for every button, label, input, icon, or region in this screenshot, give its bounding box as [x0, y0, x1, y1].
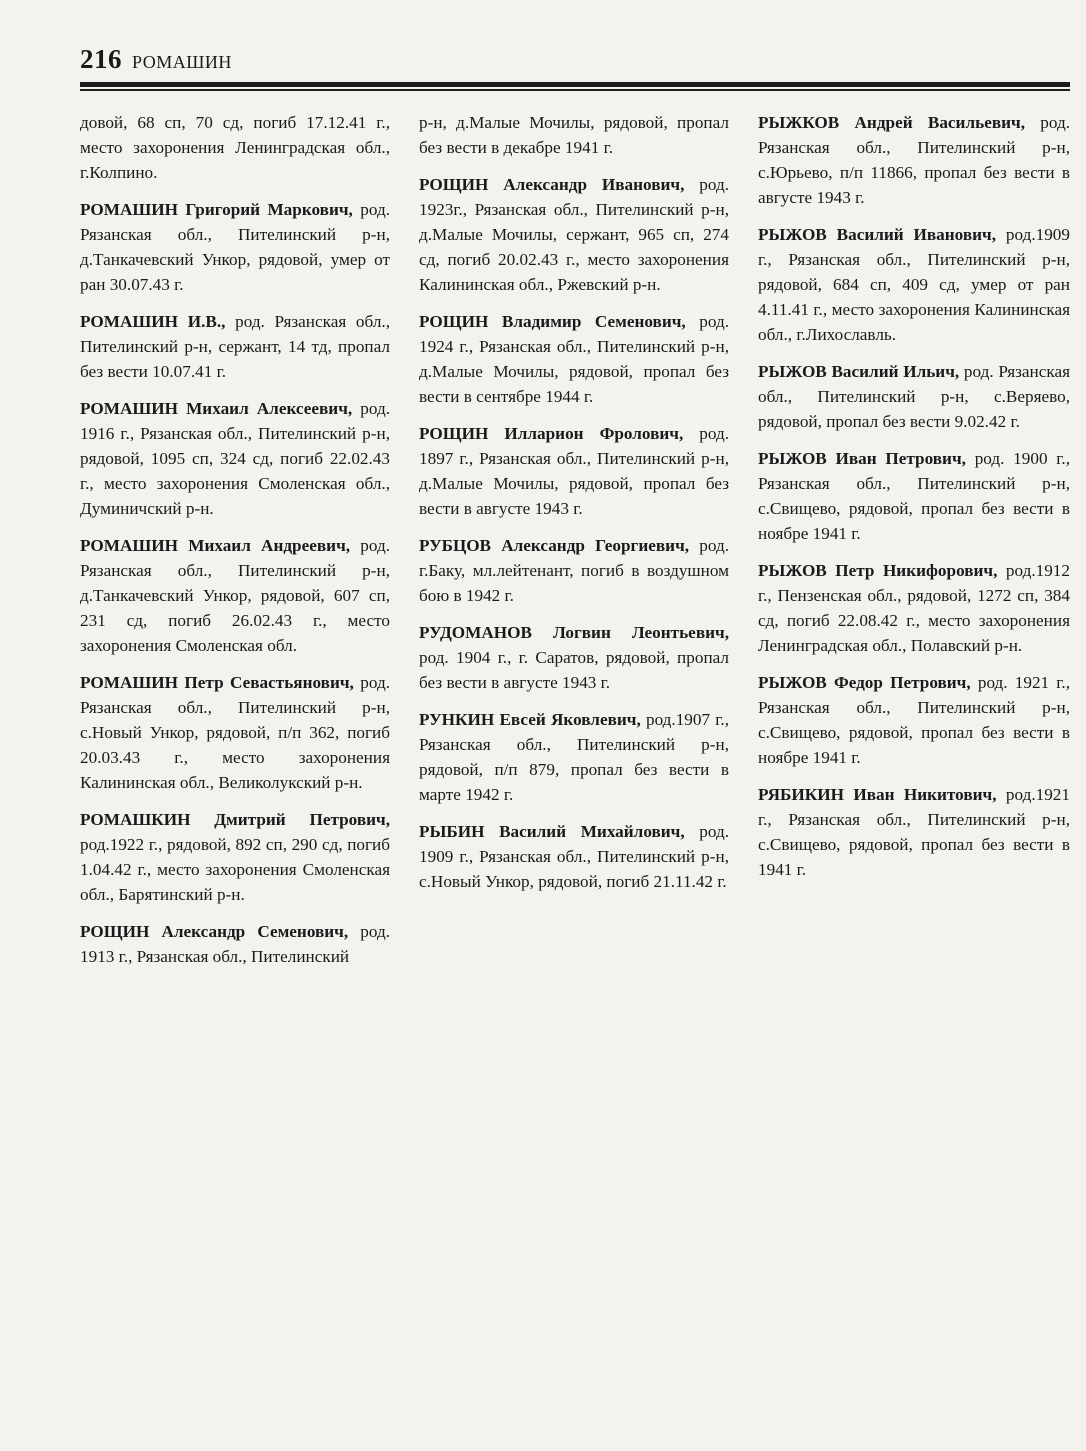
entries-columns: [80, 110, 1070, 981]
entry-text: род.1909 г., Рязанская обл., Пителинский р-н, рядовой, 684 сп, 409 сд, умер от ран 4.11.41 г., место захоронения Калининская обл., г.Лихославль.: [758, 225, 1070, 344]
entry-text: род. 1924 г., Рязанская обл., Пителинский р-н, д.Малые Мочилы, рядовой, пропал без вести в сентябре 1944 г.: [419, 312, 729, 406]
entry-text: род. г.Баку, мл.лейтенант, погиб в воздушном бою в 1942 г.: [419, 536, 730, 605]
entry-text: род. 1923г., Рязанская обл., Пителинский р-н, д.Малые Мочилы, сержант, 965 сп, 274 сд, погиб 20.02.43 г., место захоронения Калининская обл., Ржевский р-н.: [419, 175, 729, 294]
entry-name: РЫБИН Василий Михайлович,: [419, 822, 685, 841]
header-rule-thin: [80, 89, 1070, 91]
column-3: [758, 110, 1070, 981]
entry: [419, 172, 729, 297]
entry: [758, 110, 1070, 210]
entry-name: РЫЖОВ Петр Никифорович,: [758, 561, 998, 580]
entry-name: РЫЖОВ Иван Петрович,: [758, 449, 966, 468]
page-number: 216: [80, 44, 122, 74]
entry-name: РУНКИН Евсей Яковлевич,: [419, 710, 641, 729]
entry: [80, 919, 390, 969]
entry-text: довой, 68 сп, 70 сд, погиб 17.12.41 г., место захоронения Ленинградская обл., г.Колпино.: [80, 113, 390, 182]
entry: [419, 110, 729, 160]
entry-name: РЫЖОВ Федор Петрович,: [758, 673, 971, 692]
entry: [758, 359, 1070, 434]
entry-text: род. Рязанская обл., Пителинский р-н, с.Юрьево, п/п 11866, пропал без вести в августе 1943 г.: [758, 113, 1070, 207]
entry-name: РОЩИН Илларион Фролович,: [419, 424, 684, 443]
entry: [419, 533, 729, 608]
entry: [419, 620, 729, 695]
entry-text: род. Рязанская обл., Пителинский р-н, д.Танкачевский Ункор, рядовой, умер от ран 30.07.43 г.: [80, 200, 390, 294]
entry-text: р-н, д.Малые Мочилы, рядовой, пропал без вести в декабре 1941 г.: [419, 113, 729, 157]
entry: [419, 421, 729, 521]
column-1: [80, 110, 390, 981]
entry-text: род. 1916 г., Рязанская обл., Пителинский р-н, рядовой, 1095 сп, 324 сд, погиб 22.02.43 г., место захоронения Смоленская обл., Думиничский р-н.: [80, 399, 390, 518]
entry-name: РЯБИКИН Иван Никитович,: [758, 785, 997, 804]
entry-name: РОЩИН Владимир Семенович,: [419, 312, 686, 331]
entry-name: РУДОМАНОВ Логвин Леонтьевич,: [419, 623, 729, 642]
entry-name: РОЩИН Александр Иванович,: [419, 175, 685, 194]
entry-text: род. 1909 г., Рязанская обл., Пителинский р-н, с.Новый Ункор, рядовой, погиб 21.11.42 г.: [419, 822, 729, 891]
entry-name: РОМАШИН И.В.,: [80, 312, 226, 331]
entry-text: род. Рязанская обл., Пителинский р-н, с.Веряево, рядовой, пропал без вести 9.02.42 г.: [758, 362, 1070, 431]
page-header: [80, 44, 232, 75]
entry-name: РЫЖОВ Василий Иванович,: [758, 225, 997, 244]
entry-text: род. Рязанская обл., Пителинский р-н, с.Новый Ункор, рядовой, п/п 362, погиб 20.03.43 г., место захоронения Калининская обл., Великолукский р-н.: [80, 673, 390, 792]
running-head: РОМАШИН: [132, 52, 232, 72]
entry-text: род.1921 г., Рязанская обл., Пителинский р-н, с.Свищево, рядовой, пропал без вести в 1941 г.: [758, 785, 1070, 879]
entry-name: РОМАШИН Михаил Алексеевич,: [80, 399, 353, 418]
entry-text: род. Рязанская обл., Пителинский р-н, сержант, 14 тд, пропал без вести 10.07.41 г.: [80, 312, 390, 381]
entry-text: род.1922 г., рядовой, 892 сп, 290 сд, погиб 1.04.42 г., место захоронения Смоленская обл., Барятинский р-н.: [80, 835, 390, 904]
entry-name: РЫЖКОВ Андрей Васильевич,: [758, 113, 1025, 132]
entry: [80, 533, 390, 658]
entry-text: род. 1913 г., Рязанская обл., Пителинский: [80, 922, 390, 966]
entry: [758, 446, 1070, 546]
entry: [80, 197, 390, 297]
entry: [419, 819, 729, 894]
entry: [80, 807, 390, 907]
entry: [758, 222, 1070, 347]
entry-text: род. 1900 г., Рязанская обл., Пителинский р-н, с.Свищево, рядовой, пропал без вести в ноябре 1941 г.: [758, 449, 1071, 543]
column-2: [419, 110, 729, 981]
entry-name: РЫЖОВ Василий Ильич,: [758, 362, 960, 381]
entry: [80, 110, 390, 185]
entry: [80, 396, 390, 521]
entry-name: РОЩИН Александр Семенович,: [80, 922, 349, 941]
header-rule: [80, 82, 1070, 92]
entry-text: род. 1921 г., Рязанская обл., Пителинский р-н, с.Свищево, рядовой, пропал без вести в ноябре 1941 г.: [758, 673, 1071, 767]
entry-name: РОМАШИН Григорий Маркович,: [80, 200, 353, 219]
entry: [758, 670, 1070, 770]
entry: [758, 558, 1070, 658]
entry-text: род.1912 г., Пензенская обл., рядовой, 1272 сп, 384 сд, погиб 22.08.42 г., место захоронения Ленинградская обл., Полавский р-н.: [758, 561, 1070, 655]
entry-text: род.1907 г., Рязанская обл., Пителинский р-н, рядовой, п/п 879, пропал без вести в марте 1942 г.: [419, 710, 729, 804]
entry-text: род. Рязанская обл., Пителинский р-н, д.Танкачевский Ункор, рядовой, 607 сп, 231 сд, погиб 26.02.43 г., место захоронения Смоленская обл.: [80, 536, 390, 655]
entry-text: род. 1897 г., Рязанская обл., Пителинский р-н, д.Малые Мочилы, рядовой, пропал без вести в августе 1943 г.: [419, 424, 729, 518]
entry-name: РУБЦОВ Александр Георгиевич,: [419, 536, 690, 555]
entry-name: РОМАШКИН Дмитрий Петрович,: [80, 810, 390, 829]
entry-name: РОМАШИН Михаил Андреевич,: [80, 536, 351, 555]
entry: [419, 707, 729, 807]
entry: [419, 309, 729, 409]
entry: [80, 670, 390, 795]
entry-text: род. 1904 г., г. Саратов, рядовой, пропал без вести в августе 1943 г.: [419, 648, 729, 692]
entry-name: РОМАШИН Петр Севастьянович,: [80, 673, 354, 692]
header-rule-thick: [80, 82, 1070, 87]
entry: [758, 782, 1070, 882]
entry: [80, 309, 390, 384]
